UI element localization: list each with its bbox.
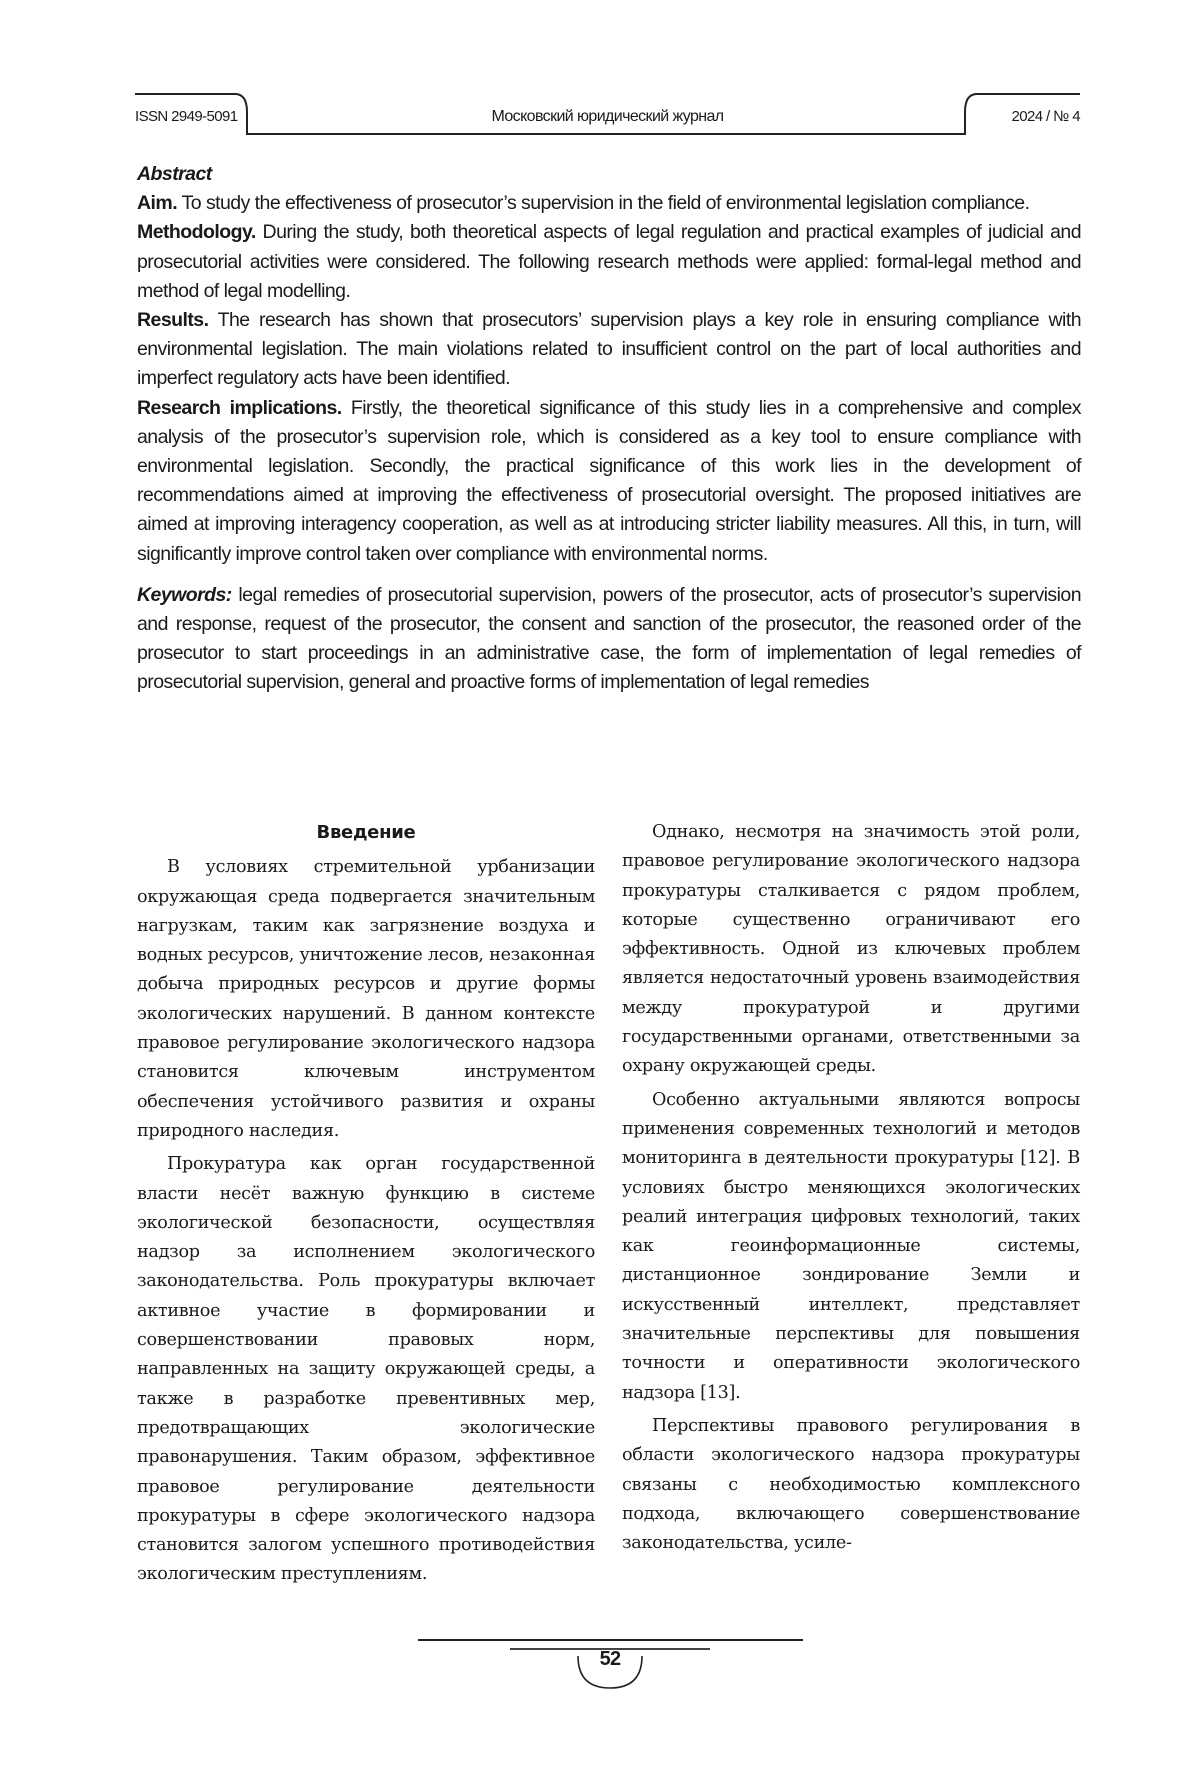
- paragraph: В условиях стремительной урбанизации окружающая среда подвергается значительным нагрузкам, таким как загрязнение воздуха и водных ресурсов, уничтожение лесов, незаконная добыча природных ресурсов и другие формы экологических нарушений. В данном контексте правовое регулирование экологического надзора становится ключевым инструментом обеспечения устойчивого развития и охраны природного наследия.: [137, 853, 595, 1146]
- right-column: [622, 818, 1080, 1562]
- implications-text: Firstly, the theoretical significance of this study lies in a comprehensive and complex analysis of the prosecutor’s supervision role, which is considered as a key tool to ensure compliance with environmental legislation. Secondly, the practical significance of this work lies in the development of recommendations aimed at improving the effectiveness of prosecutorial oversight. The proposed initiatives are aimed at improving interagency cooperation, as well as at introducing stricter liability measures. All this, in turn, will significantly improve control taken over compliance with environmental norms.: [137, 397, 1081, 565]
- results-text: The research has shown that prosecutors’ supervision plays a key role in ensuring compliance with environmental legislation. The main violations related to insufficient control on the part of local authorities and imperfect regulatory acts have been identified.: [137, 309, 1081, 389]
- page-footer: [400, 1620, 820, 1690]
- methodology-label: Methodology.: [137, 221, 256, 243]
- abstract-results: [137, 306, 1081, 394]
- running-header: [135, 92, 1080, 142]
- abstract: [137, 160, 1081, 698]
- paragraph: Особенно актуальными являются вопросы применения современных технологий и методов мониторинга в деятельности прокуратуры [12]. В условиях быстро меняющихся экологических реалий интеграция цифровых технологий, таких как геоинформационные системы, дистанционное зондирование Земли и искусственный интеллект, представляет значительные перспективы для повышения точности и оперативности экологического надзора [13].: [622, 1086, 1080, 1408]
- abstract-aim: [137, 189, 1081, 218]
- abstract-implications: [137, 394, 1081, 569]
- methodology-text: During the study, both theoretical aspects of legal regulation and practical examples of judicial and prosecutorial activities were considered. The following research methods were applied: formal-legal method and method of legal modelling.: [137, 221, 1081, 301]
- keywords: [137, 581, 1081, 698]
- aim-label: Aim.: [137, 192, 177, 214]
- results-label: Results.: [137, 309, 208, 331]
- journal-title: Московский юридический журнал: [135, 108, 1080, 126]
- issn: ISSN 2949-5091: [135, 108, 238, 125]
- paragraph: Перспективы правового регулирования в области экологического надзора прокуратуры связаны с необходимостью комплексного подхода, включающего совершенствование законодательства, усиле-: [622, 1412, 1080, 1558]
- abstract-methodology: [137, 218, 1081, 306]
- left-column: [137, 818, 595, 1594]
- page-number: 52: [400, 1648, 820, 1671]
- issue-number: 2024 / № 4: [1012, 108, 1080, 125]
- keywords-label: Keywords:: [137, 584, 232, 606]
- implications-label: Research implications.: [137, 397, 342, 419]
- section-heading: Введение: [137, 818, 595, 847]
- keywords-text: legal remedies of prosecutorial supervision, powers of the prosecutor, acts of prosecutor’s supervision and response, request of the prosecutor, the consent and sanction of the prosecutor, the reasoned order of the prosecutor to start proceedings in an administrative case, the form of implementation of legal remedies of prosecutorial supervision, general and proactive forms of implementation of legal remedies: [137, 584, 1081, 694]
- paragraph: Прокуратура как орган государственной власти несёт важную функцию в системе экологической безопасности, осуществляя надзор за исполнением экологического законодательства. Роль прокуратуры включает активное участие в формировании и совершенствовании правовых норм, направленных на защиту окружающей среды, а также в разработке превентивных мер, предотвращающих экологические правонарушения. Таким образом, эффективное правовое регулирование деятельности прокуратуры в сфере экологического надзора становится залогом успешного противодействия экологическим преступлениям.: [137, 1150, 595, 1589]
- aim-text: To study the effectiveness of prosecutor’s supervision in the field of environmental legislation compliance.: [177, 192, 1029, 214]
- paragraph: Однако, несмотря на значимость этой роли, правовое регулирование экологического надзора прокуратуры сталкивается с рядом проблем, которые существенно ограничивают его эффективность. Одной из ключевых проблем является недостаточный уровень взаимодействия между прокуратурой и другими государственными органами, ответственными за охрану окружающей среды.: [622, 818, 1080, 1082]
- abstract-title: Abstract: [137, 160, 1081, 189]
